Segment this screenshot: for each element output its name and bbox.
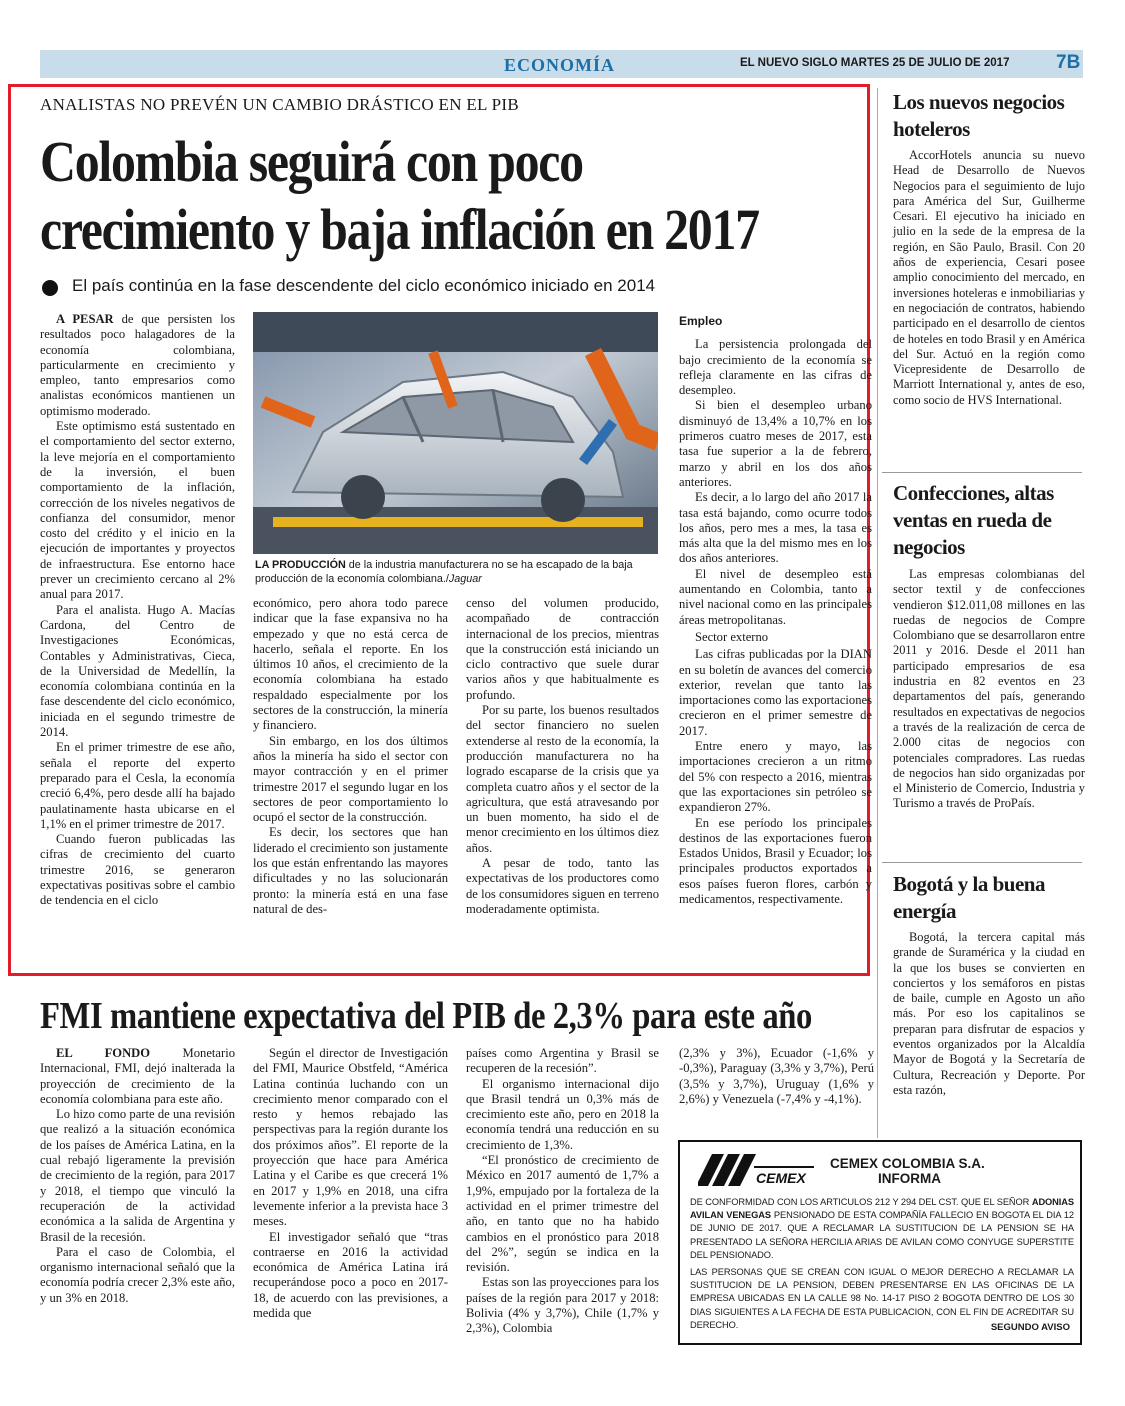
- paragraph: En el primer trimestre de ese año, señala el reporte del experto preparado para el Cesla, la economía creció 6,4%, pero desde allí ha bajado paulatinamente hasta ubicarse en el 1,1% en el primer trimestre de 2017.: [40, 740, 235, 831]
- ad-informa: INFORMA: [878, 1171, 941, 1186]
- headline-line-2: crecimiento y baja inflación en 2017: [40, 197, 759, 262]
- sidebar-confecciones-title: Confecciones, altas ventas en rueda de negocios: [893, 481, 1054, 559]
- sidebar-divider: [882, 472, 1082, 473]
- story-kicker: ANALISTAS NO PREVÉN UN CAMBIO DRÁSTICO EN EL PIB: [40, 95, 519, 114]
- photo-caption: [255, 558, 660, 586]
- paragraph: Este optimismo está sustentado en el comportamiento del sector externo, la leve mejoría en el comportamiento de la inversión, el buen comportamiento de la inflación, corrección de los niveles negativos de confianza del consumidor, menor costo del crédito y el inicio en la ejecución de importantes y proyectos de infraestructura. Ese entorno hace prever un crecimiento cercano al 2% anual para 2017.: [40, 419, 235, 602]
- ad-notice-label: SEGUNDO AVISO: [990, 1322, 1070, 1333]
- paragraph: Según el director de Investigación del FMI, Maurice Obstfeld, “América Latina continúa luchando con un crecimiento menor comparado con el resto y hemos rebajado las perspectivas para la región durante los dos próximos años”. El reporte de la proyección que hace para América Latina y el Caribe es que crecerá 1% en 2017 y 1,9% en 2018, una cifra levemente inferior a la prevista hace 3 meses.: [253, 1046, 448, 1229]
- logo-wordmark: CEMEX: [756, 1170, 806, 1186]
- fmi-headline: FMI mantiene expectativa del PIB de 2,3% para este año: [40, 995, 812, 1037]
- paragraph: (2,3% y 3%), Ecuador (-1,6% y -0,3%), Paraguay (3,3% y 3,7%), Perú (3,5% y 3,7%), Uruguay (1,6% y 2,6%) y Venezuela (-7,4% y -4,1%).: [679, 1046, 874, 1106]
- paragraph: Cuando fueron publicadas las cifras de crecimiento del cuarto trimestre 2016, se generaron expectativas positivas sobre el cambio de tendencia en el ciclo: [40, 832, 235, 908]
- page-number: 7B: [1056, 52, 1081, 73]
- paragraph: Para el caso de Colombia, el organismo internacional señaló que la economía podría crecer 2,3% este año, y un 3% en 2018.: [40, 1244, 235, 1305]
- crosshead-sector-externo: Sector externo: [695, 629, 769, 644]
- ad-paragraph-1: [690, 1196, 1074, 1262]
- section-name: ECONOMÍA: [504, 55, 615, 75]
- ad-deceased-name: ADONIAS AVILAN VENEGAS: [690, 1197, 1074, 1221]
- column-divider: [877, 88, 878, 1138]
- paper-date-line: EL NUEVO SIGLO MARTES 25 DE JULIO DE 2017: [740, 57, 1010, 69]
- main-column-4: [679, 314, 872, 907]
- paragraph: Es decir, los sectores que han liderado el crecimiento son justamente los que están enfrentando las mayores dificultades y no las solucionarán pronto: la minería está en una fase natural de des-: [253, 825, 448, 916]
- ad-text: PENSIONADO DE ESTA COMPAÑÍA FALLECIO EN BOGOTA EL DIA 12 DE JUNIO DE 2017. QUE A RECLAMAR LA SUSTITUCION DE LA PENSION SE HA PRESENTADO LA SEÑORA HERCILIA ARIAS DE AVILAN COMO CONYUGE SUPERSTITE DEL PENSIONADO.: [690, 1210, 1074, 1260]
- lead-word: A PESAR: [56, 312, 114, 326]
- ad-company: CEMEX COLOMBIA S.A.: [830, 1156, 985, 1171]
- paragraph: Sin embargo, en los dos últimos años la minería ha sido el sector con mayor contracción y en el primer trimestre 2017 el segundo lugar en los sectores de peor comportamiento lo ocupó el sector de la construcción.: [253, 733, 448, 825]
- ad-paragraph-2: LAS PERSONAS QUE SE CREAN CON IGUAL O MEJOR DERECHO A RECLAMAR LA SUSTITUCION DE LA PENSION, DEBEN PRESENTARSE EN LAS OFICINAS DE LA EMPRESA UBICADAS EN LA CALLE 98 No. 14-17 PISO 2 BOGOTA DENTRO DE LOS 30 DIAS SIGUIENTES A LA FECHA DE ESTA PUBLICACION, CON EL FIN DE ACREDITAR SU DERECHO.: [690, 1267, 1074, 1330]
- paragraph: Lo hizo como parte de una revisión que realizó a la situación económica de los países de América Latina, en la cual rebajó ligeramente la previsión de crecimiento de la región, para 2017 y 2018, el tiempo que vinculó la recuperación de la actividad económica a la salida de Argentina y Brasil de la recesión.: [40, 1107, 235, 1244]
- paragraph: En ese período los principales destinos de las exportaciones fueron Estados Unidos, Brasil y Ecuador; los principales productos exportados a esos países fueron flores, carbón y medicamentos, respectivamente.: [679, 815, 872, 906]
- cemex-logo-icon: [698, 1152, 818, 1188]
- paragraph: de que persisten los resultados poco halagadores de la economía colombiana, particularmente en crecimiento y empleo, tanto empresarios como analistas económicos mantienen un optimismo moderado.: [40, 312, 235, 418]
- subhead-empleo: Empleo: [679, 314, 723, 328]
- caption-text: de la industria manufacturera no se ha escapado de la baja producción de la economía colombiana./: [255, 559, 633, 585]
- paragraph: A pesar de todo, tanto las expectativas de los productores como de los consumidores siguen en terreno moderadamente optimista.: [466, 856, 659, 916]
- main-column-3: [466, 596, 659, 917]
- paragraph: Entre enero y mayo, las importaciones crecieron a un ritmo del 5% con respecto a 2016, mientras que las exportaciones sin petróleo se expandieron 27%.: [679, 739, 872, 815]
- factory-photo: [253, 312, 658, 554]
- fmi-column-3: [466, 1046, 659, 1337]
- sidebar-bogota-title: Bogotá y la buena energía: [893, 872, 1045, 923]
- sidebar-hotel-title: Los nuevos negocios hoteleros: [893, 90, 1065, 141]
- paragraph: Las empresas colombianas del sector textil y de confecciones vendieron $12.011,08 millones en las ruedas de negocios de Compre Colombiano que se desarrollaron entre 2011 y 2016. Desde el 2011 han participado empresarios de esa industria en 82 eventos en 23 departamentos del país, generando resultados en expectativas de negocios a través de la realización de cerca de 2.000 citas de negocios con potenciales compradores. Las ruedas de negocios han sido organizadas por el Ministerio de Comercio, Industria y Turismo a través de ProPaís.: [893, 567, 1085, 811]
- main-column-1: [40, 312, 235, 909]
- paragraph: Monetario Internacional, FMI, dejó inalterada la proyección de crecimiento de la economía colombiana para este año.: [40, 1046, 235, 1106]
- paragraph: El organismo internacional dijo que Brasil tendrá un 0,3% más de crecimiento este año, pero en 2018 la economía tendrá una reducción en su crecimiento de 1,3%.: [466, 1076, 659, 1152]
- paragraph: “El pronóstico de crecimiento de México en 2017 aumentó de 1,7% a 1,9%, empujado por la fortaleza de la actividad en el primer trimestre del año, en tanto que no ha habido cambios en el pronóstico para 2018 del 2%”, según se indica en la revisión.: [466, 1153, 659, 1275]
- paragraph: El investigador señaló que “tras contraerse en 2016 la actividad económica de América Latina irá recuperándose poco a poco en 2017-18, de acuerdo con las previsiones, a medida que: [253, 1229, 448, 1321]
- paragraph: Es decir, a lo largo del año 2017 la tasa está bajando, como ocurre todos los años, pero mes a mes, la tasa es más alta que la del mismo mes en los dos años anteriores.: [679, 490, 872, 566]
- story-subtitle: El país continúa en la fase descendente del ciclo económico iniciado en 2014: [72, 276, 656, 295]
- paragraph: países como Argentina y Brasil se recuperen de la recesión”.: [466, 1046, 659, 1076]
- paragraph: El nivel de desempleo está aumentando en Colombia, tanto a nivel nacional como en las principales áreas metropolitanas.: [679, 566, 872, 627]
- paragraph: Estas son las proyecciones para los países de la región para 2017 y 2018: Bolivia (4% y 3,7%), Chile (1,7% y 2,3%), Colombia: [466, 1275, 659, 1336]
- lead-word: EL FONDO: [56, 1046, 151, 1060]
- paragraph: Por su parte, los buenos resultados del sector financiero no suelen extenderse al resto de la economía, la producción manufacturera no ha logrado escaparse de la crisis que ya completa cuatro años y el sector de la agricultura, que está atravesando por un buen momento, ha sido el de menor crecimiento en los últimos diez años.: [466, 703, 659, 855]
- story-headline: [40, 128, 759, 264]
- fmi-column-2: [253, 1046, 448, 1321]
- paragraph: Si bien el desempleo urbano disminuyó de 13,4% a 10,7% en los primeros cuatro meses de 2017, esta tasa fue superior a la de febrero, marzo y abril en los dos años anteriores.: [679, 398, 872, 489]
- sidebar-divider: [882, 862, 1082, 863]
- main-column-2: [253, 596, 448, 917]
- fmi-column-4: [679, 1046, 874, 1107]
- ad-text: DE CONFORMIDAD CON LOS ARTICULOS 212 Y 294 DEL CST. QUE EL SEÑOR: [690, 1197, 1032, 1207]
- paragraph: Bogotá, la tercera capital más grande de Suramérica y la ciudad en la que los buses se convierten en conciertos y los semáforos en pistas de baile, cumple en Agosto un año más. Por eso los capitalinos se preparan para disfrutar de espacios y eventos organizados por la Alcaldía Mayor de Bogotá y la Secretaría de Cultura, Recreación y Deporte. Por esta razón,: [893, 930, 1085, 1097]
- photo-credit: Jaguar: [448, 573, 482, 585]
- fmi-column-1: [40, 1046, 235, 1306]
- sidebar-hotel-text: [893, 148, 1085, 408]
- sidebar-bogota-text: [893, 930, 1085, 1098]
- paragraph: censo del volumen producido, acompañado de contracción internacional de los precios, mientras que la construcción está iniciando un ciclo contractivo que suele durar varios años y que habitualmente es profundo.: [466, 596, 659, 702]
- headline-line-1: Colombia seguirá con poco: [40, 129, 583, 194]
- car-assembly-image: [253, 312, 658, 554]
- paragraph: económico, pero ahora todo parece indicar que la fase expansiva no ha empezado y que no está cerca de hacerlo, señala el reporte. En los últimos 10 años, el crecimiento de la economía colombiana ha estado respaldado especialmente por los sectores de la construcción, la minería y financiero.: [253, 596, 448, 733]
- cemex-legal-notice: [678, 1140, 1082, 1345]
- sidebar-confecciones-text: [893, 567, 1085, 812]
- bullet-dot-icon: [42, 280, 58, 296]
- paragraph: AccorHotels anuncia su nuevo Head de Desarrollo de Nuevos Negocios para el seguimiento de lujo para América del Sur, Guilherme Cesari. El ejecutivo ha iniciado en julio en la sede de la empresa de la región, en São Paulo, Brasil. Con 20 años de experiencia, Cesari posee amplio conocimiento del mercado, en inversiones hoteleras e inmobiliarias y en negociación de contratos, habiendo participado en el desarrollo de cientos de hoteles en todo Brasil y en América del Sur. Actuó en la región como Vicepresidente de Desarrollo de Marriott International y, antes de eso, como socio de HVS International.: [893, 148, 1085, 407]
- caption-lead: LA PRODUCCIÓN: [255, 559, 346, 571]
- paragraph: La persistencia prolongada del bajo crecimiento de la economía se refleja claramente en las cifras de desempleo.: [679, 337, 872, 398]
- paragraph: Las cifras publicadas por la DIAN en su boletín de avances del comercio exterior, revelan que tanto las importaciones como las exportaciones crecieron en el primer semestre de 2017.: [679, 647, 872, 738]
- paragraph: Para el analista. Hugo A. Macías Cardona, del Centro de Investigaciones Económicas, Contables y Administrativas, Cieca, de la Universidad de Medellín, la economía colombiana continúa en la fase descendente del ciclo económico, iniciada en el segundo trimestre de 2014.: [40, 602, 235, 740]
